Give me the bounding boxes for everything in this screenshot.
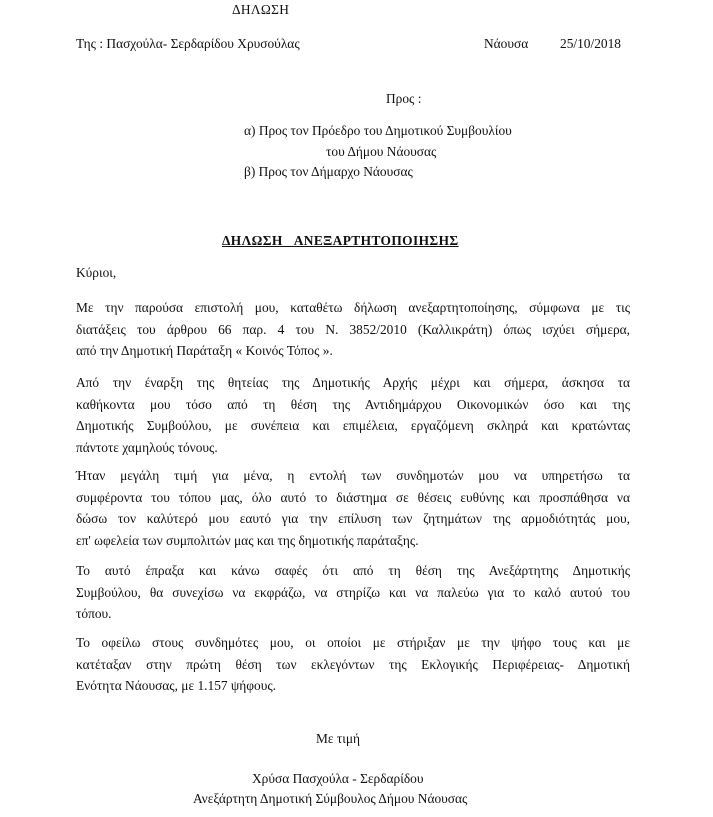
- paragraph-line: από την Δημοτική Παράταξη « Κοινός Τόπος ».: [76, 343, 333, 359]
- paragraph-line: δώσω τον καλύτερό μου εαυτό για την επίλυση των ζητημάτων της αρμοδιότητάς μου,: [76, 511, 630, 527]
- recipient-a: α) Προς τον Πρόεδρο του Δημοτικού Συμβουλίου: [244, 123, 512, 138]
- paragraph-line: πάντοτε χαμηλούς τόνους.: [76, 439, 218, 455]
- paragraph-4: [76, 560, 630, 625]
- recipient-b: β) Προς τον Δήμαρχο Νάουσας: [244, 164, 413, 179]
- recipient-a-continuation: του Δήμου Νάουσας: [326, 144, 437, 159]
- paragraph-line: Από την έναρξη της θητείας της Δημοτικής Αρχής μέχρι και σήμερα, άσκησα τα: [76, 375, 630, 390]
- paragraph-line: Ενότητα Νάουσας, με 1.157 ψήφους.: [76, 678, 277, 694]
- paragraph-line: συμφέροντα του τόπου μας, όλο αυτό το διάστημα σε θέσεις ευθύνης και προσπάθησα να: [76, 489, 630, 505]
- paragraph-line: Με την παρούσα επιστολή μου, καταθέτω δήλωση ανεξαρτητοποίησης, σύμφωνα με τις: [76, 300, 630, 315]
- paragraph-line: κατέταξαν στην πρώτη θέση των εκλεγόντων της Εκλογικής Περιφέρειας- Δημοτική: [76, 656, 630, 672]
- salutation: Κύριοι,: [76, 265, 117, 280]
- paragraph-line: Το οφείλω στους συνδημότες μου, οι οποίοι με στήριξαν με την ψήφο τους και με: [76, 635, 630, 650]
- paragraph-line: Το αυτό έπραξα και κάνω σαφές ότι από τη θέση της Ανεξάρτητης Δημοτικής: [76, 563, 630, 578]
- closing-phrase: Με τιμή: [316, 731, 361, 746]
- paragraph-2: [76, 372, 630, 458]
- sender-line: Της : Πασχούλα- Σερδαρίδου Χρυσούλας: [76, 36, 300, 51]
- declaration-title: ΔΗΛΩΣΗ ΑΝΕΞΑΡΤΗΤΟΠΟΙΗΣΗΣ: [222, 233, 459, 248]
- place-name: Νάουσα: [484, 36, 529, 51]
- paragraph-line: Δημοτικής Συμβούλου, με συνέπεια και επιμέλεια, εργαζόμενη σκληρά και κρατώντας: [76, 418, 630, 434]
- paragraph-1: [76, 297, 630, 362]
- document-top-title: ΔΗΛΩΣΗ: [232, 2, 290, 17]
- recipients-label: Προς :: [386, 91, 422, 106]
- document-date: 25/10/2018: [560, 36, 622, 51]
- paragraph-line: τόπου.: [76, 606, 112, 622]
- paragraph-3: [76, 465, 630, 551]
- signature-name: Χρύσα Πασχούλα - Σερδαρίδου: [252, 771, 424, 786]
- paragraph-line: επ' ωφελεία των συμπολιτών μας και της δημοτικής παράταξης.: [76, 532, 419, 548]
- paragraph-5: [76, 632, 630, 697]
- signature-role: Ανεξάρτητη Δημοτική Σύμβουλος Δήμου Νάουσας: [193, 791, 468, 806]
- paragraph-line: Ήταν μεγάλη τιμή για μένα, η εντολή των συνδημοτών μου να υπηρετήσω τα: [76, 468, 630, 483]
- paragraph-line: καθήκοντα μου τόσο από τη θέση της Αντιδημάρχου Οικονομικών όσο και της: [76, 396, 630, 412]
- paragraph-line: Συμβούλου, θα συνεχίσω να εκφράζω, να στηρίζω και να παλεύω για το καλό αυτού του: [76, 584, 630, 600]
- paragraph-line: διατάξεις του άρθρου 66 παρ. 4 του Ν. 3852/2010 (Καλλικράτη) όπως ισχύει σήμερα,: [76, 321, 630, 337]
